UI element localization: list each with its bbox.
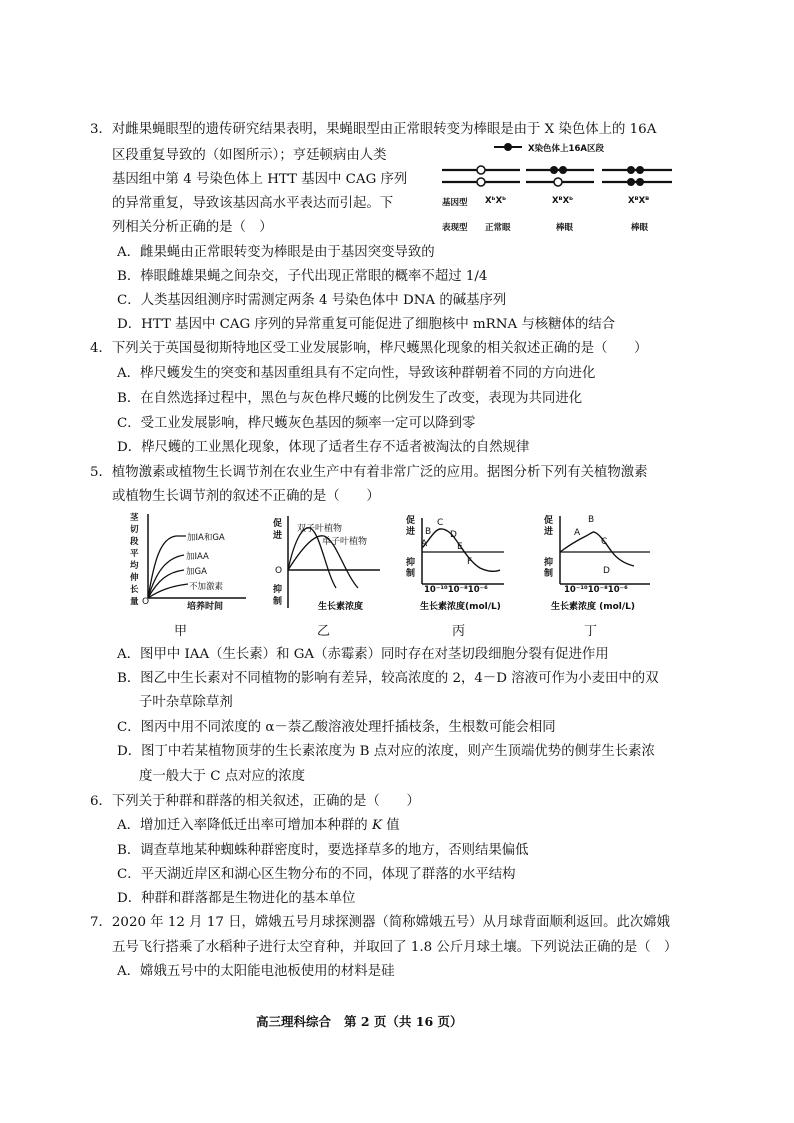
bing-point-c: C [437, 518, 444, 528]
q3-option-a: A．雌果蝇由正常眼转变为棒眼是由于基因突变导致的 [117, 245, 435, 260]
q6-option-a-post: 值 [381, 818, 400, 833]
q5-option-d-line1: D．图丁中若某植物顶芽的生长素浓度为 B 点对应的浓度，则产生顶端优势的侧芽生长素浓 [117, 744, 655, 759]
q6-stem: 6．下列关于种群和群落的相关叙述，正确的是（ ） [90, 794, 420, 809]
jia-label-ga: 加GA [186, 567, 207, 577]
q7-line2: 五号飞行搭乘了水稻种子进行太空育种，并取回了 1.8 公斤月球土壤。下列说法正确的是（ ） [112, 940, 678, 955]
ding-point-a: A [574, 528, 581, 538]
ding-point-b: B [588, 515, 595, 525]
q4-option-a: A．桦尺蠖发生的突变和基因重组具有不定向性，导致该种群朝着不同的方向进化 [117, 366, 596, 381]
yi-promote: 促进 [273, 519, 283, 541]
yi-inhibit: 抑制 [273, 585, 283, 607]
jia-label-ia-ga: 加IA和GA [187, 533, 225, 543]
q3-line1: 3．对雌果蝇眼型的遗传研究结果表明，果蝇眼型由正常眼转变为棒眼是由于 X 染色体上的 16A [90, 122, 657, 137]
q7-line1: 7．2020 年 12 月 17 日，嫦娥五号月球探测器（简称嫦娥五号）从月球背面顺利返回。此次嫦娥 [90, 915, 671, 930]
jia-label-none: 不加激素 [189, 582, 224, 592]
genotype-1: XᵇXᵇ [485, 196, 507, 206]
bing-point-e: E [457, 542, 463, 552]
ding-point-d: D [603, 566, 610, 576]
figure-ding-name: 丁 [584, 624, 598, 639]
chromosome-pair-1 [442, 166, 520, 186]
bing-point-b: B [425, 527, 432, 537]
q3-option-b: B．棒眼雌雄果蝇之间杂交，子代出现正常眼的概率不超过 1/4 [117, 269, 488, 284]
legend-marker [494, 143, 522, 151]
q5-option-c: C．图丙中用不同浓度的 α－萘乙酸溶液处理扦插枝条，生根数可能会相同 [117, 720, 556, 735]
q4-stem: 4．下列关于英国曼彻斯特地区受工业发展影响，桦尺蠖黑化现象的相关叙述正确的是（ ） [90, 341, 648, 356]
figure-jia-name: 甲 [174, 624, 188, 639]
genotype-label: 基因型 [442, 198, 468, 208]
q3-line3: 基因组中第 4 号染色体上 HTT 基因中 CAG 序列 [112, 172, 408, 187]
q7-option-a: A．嫦娥五号中的太阳能电池板使用的材料是硅 [117, 964, 395, 979]
q3-option-d: D．HTT 基因中 CAG 序列的异常重复可能促进了细胞核中 mRNA 与核糖体的结合 [117, 317, 616, 332]
ding-curve [560, 532, 634, 566]
ding-point-c: C [601, 537, 608, 547]
figure-bing-name: 丙 [452, 624, 466, 639]
bing-promote: 促进 [406, 516, 416, 537]
yi-label-dicot: 双子叶植物 [297, 524, 343, 534]
jia-curve-none [148, 584, 188, 598]
chromosome-pair-2 [526, 166, 594, 186]
q5-option-b-line1: B．图乙中生长素对不同植物的影响有差异，较高浓度的 2，4－D 溶液可作为小麦田中的双 [117, 671, 659, 686]
phenotype-2: 棒眼 [556, 223, 574, 233]
ding-xlabel: 生长素浓度 (mol/L) [551, 602, 636, 612]
q5-option-b-line2: 子叶杂草除草剂 [139, 695, 233, 710]
jia-origin: O [142, 597, 150, 607]
footer-subject: 高三理科综合 [256, 1014, 332, 1029]
jia-xlabel: 培养时间 [187, 602, 224, 612]
q4-option-d: D．桦尺蠖的工业黑化现象，体现了适者生存不适者被淘汰的自然规律 [117, 440, 530, 455]
q4-option-c: C．受工业发展影响，桦尺蠖灰色基因的频率一定可以降到零 [117, 416, 476, 431]
jia-ylabel: 茎切段平均伸长量 [130, 513, 139, 607]
ding-promote: 促进 [544, 516, 554, 537]
genotype-3: XᴮXᴮ [628, 196, 650, 206]
jia-label-iaa: 加IAA [186, 552, 209, 562]
q5-option-a: A．图甲中 IAA（生长素）和 GA（赤霉素）同时存在对茎切段细胞分裂有促进作用 [117, 647, 609, 662]
bing-xlabel: 生长素浓度(mol/L) [420, 602, 501, 612]
q4-option-b: B．在自然选择过程中，黑色与灰色桦尺蠖的比例发生了改变，表现为共同进化 [117, 391, 583, 406]
ding-inhibit: 抑制 [544, 558, 554, 579]
bing-ticks: 10⁻¹⁰10⁻⁸10⁻⁶ [424, 585, 488, 595]
yi-origin: O [275, 566, 283, 576]
bing-point-d: D [450, 530, 457, 540]
q3-line2: 区段重复导致的（如图所示）；亨廷顿病由人类 [112, 148, 387, 163]
phenotype-label: 表现型 [442, 223, 468, 233]
q3-line4: 的异常重复，导致该基因高水平表达而引起。下 [112, 196, 394, 211]
q6-option-a-pre: A．增加迁入率降低迁出率可增加本种群的 [117, 818, 372, 833]
k-symbol: K [371, 818, 382, 833]
q6-option-b: B．调查草地某种蜘蛛种群密度时，要选择草多的地方，否则结果偏低 [117, 843, 529, 858]
phenotype-1: 正常眼 [485, 223, 511, 233]
genotype-2: XᴮXᵇ [552, 196, 574, 206]
bing-inhibit: 抑制 [406, 558, 416, 579]
q6-option-c: C．平天湖近岸区和湖心区生物分布的不同，体现了群落的水平结构 [117, 867, 516, 882]
ding-ticks: 10⁻¹⁰10⁻⁸10⁻⁶ [564, 585, 628, 595]
q3-line5: 列相关分析正确的是（ ） [112, 220, 273, 235]
chromosome-legend: X染色体上16A区段 [528, 144, 604, 154]
phenotype-3: 棒眼 [631, 223, 649, 233]
q5-line2: 或植物生长调节剂的叙述不正确的是（ ） [112, 489, 380, 504]
footer-page: 第 2 页（共 16 页） [344, 1014, 463, 1029]
figure-yi-name: 乙 [317, 624, 331, 639]
chromosome-pair-3 [602, 166, 672, 186]
yi-label-monocot: 单子叶植物 [322, 537, 368, 547]
bing-point-f: F [467, 557, 473, 567]
q3-option-c: C．人类基因组测序时需测定两条 4 号染色体中 DNA 的碱基序列 [117, 293, 507, 308]
q6-option-d: D．种群和群落都是生物进化的基本单位 [117, 891, 356, 906]
q5-line1: 5．植物激素或植物生长调节剂在农业生产中有着非常广泛的应用。据图分析下列有关植物激素 [90, 465, 648, 480]
q6-option-a [117, 817, 400, 835]
bing-point-a: A [421, 539, 428, 549]
q5-option-d-line2: 度一般大于 C 点对应的浓度 [139, 769, 306, 784]
yi-xlabel: 生长素浓度 [318, 602, 364, 612]
